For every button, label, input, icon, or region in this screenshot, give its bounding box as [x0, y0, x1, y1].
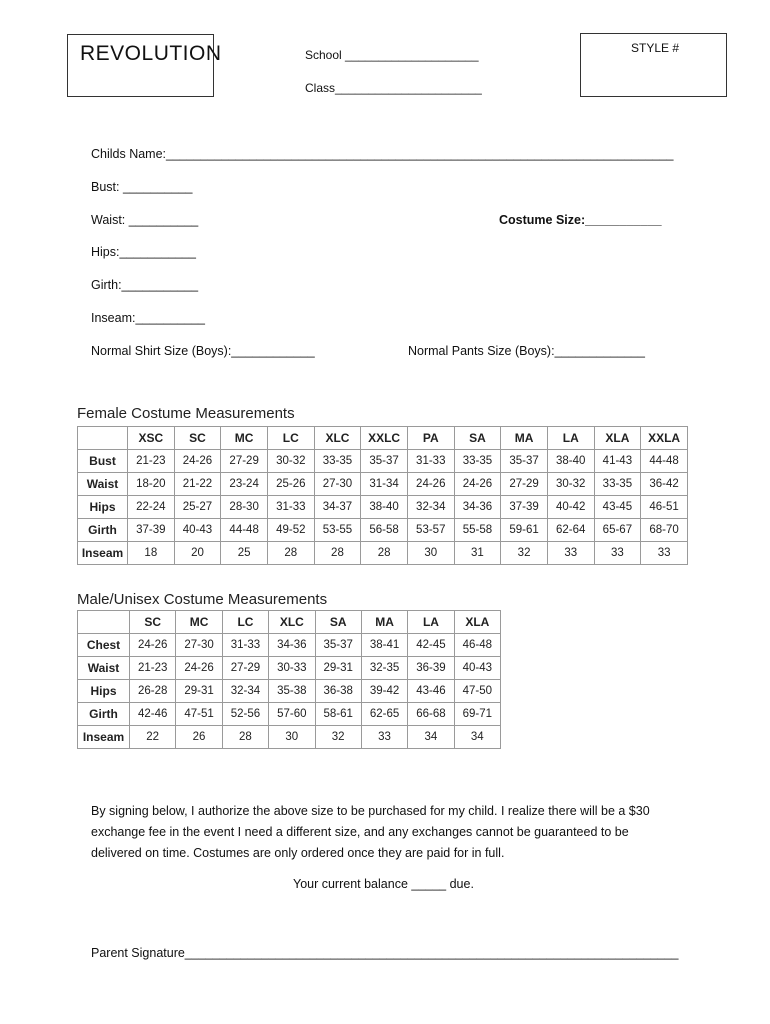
size-header-cell: SA: [315, 611, 361, 634]
size-header-cell: MA: [361, 611, 407, 634]
measurement-cell: 28: [314, 542, 361, 565]
measurement-cell: 30-32: [267, 450, 314, 473]
table-row: [78, 634, 501, 657]
girth-field[interactable]: Girth:___________: [91, 278, 199, 292]
measurement-cell: 33-35: [314, 450, 361, 473]
measurement-cell: 42-45: [408, 634, 454, 657]
measurement-cell: 56-58: [361, 519, 408, 542]
size-header-cell: XLC: [269, 611, 315, 634]
measurement-cell: 27-29: [221, 450, 268, 473]
measurement-cell: 53-57: [407, 519, 454, 542]
measurement-cell: 57-60: [269, 703, 315, 726]
measurement-cell: 34: [454, 726, 500, 749]
measurement-cell: 34: [408, 726, 454, 749]
brand-box: [67, 34, 222, 97]
measurement-cell: 68-70: [641, 519, 688, 542]
measurement-label-cell: Waist: [78, 657, 130, 680]
measurement-cell: 55-58: [454, 519, 501, 542]
measurement-cell: 29-31: [315, 657, 361, 680]
measurement-cell: 28-30: [221, 496, 268, 519]
measurement-cell: 21-23: [128, 450, 175, 473]
female-table-title: Female Costume Measurements: [77, 405, 295, 422]
measurement-cell: 35-37: [501, 450, 548, 473]
measurement-label-cell: Inseam: [78, 726, 130, 749]
measurement-label-cell: Hips: [78, 496, 128, 519]
measurement-cell: 33: [641, 542, 688, 565]
measurement-cell: 44-48: [221, 519, 268, 542]
agreement-line-2: exchange fee in the event I need a different size, and any exchanges cannot be guaranteed to be: [91, 825, 629, 839]
measurement-cell: 47-51: [176, 703, 222, 726]
hips-field[interactable]: Hips:___________: [91, 245, 196, 259]
size-header-cell: XLA: [454, 611, 500, 634]
measurement-cell: 22: [130, 726, 176, 749]
current-balance: Your current balance _____ due.: [293, 877, 474, 891]
measurement-cell: 37-39: [501, 496, 548, 519]
measurement-cell: 47-50: [454, 680, 500, 703]
measurement-cell: 18-20: [128, 473, 175, 496]
childs-name-field[interactable]: Childs Name:_________________________________________________________________________: [91, 147, 674, 161]
size-header-cell: LC: [267, 427, 314, 450]
measurement-cell: 40-43: [454, 657, 500, 680]
bust-field[interactable]: Bust: __________: [91, 180, 193, 194]
agreement-line-3: delivered on time. Costumes are only ordered once they are paid for in full.: [91, 846, 505, 860]
measurement-cell: 25-26: [267, 473, 314, 496]
measurement-cell: 21-23: [130, 657, 176, 680]
measurement-cell: 28: [361, 542, 408, 565]
style-number-label: STYLE #: [631, 41, 680, 55]
measurement-cell: 31: [454, 542, 501, 565]
table-corner-cell: [78, 611, 130, 634]
measurement-cell: 39-42: [361, 680, 407, 703]
agreement-text: [91, 801, 731, 864]
measurement-cell: 28: [222, 726, 268, 749]
measurement-cell: 40-43: [174, 519, 221, 542]
table-row: [78, 496, 688, 519]
measurement-cell: 52-56: [222, 703, 268, 726]
measurement-cell: 31-33: [267, 496, 314, 519]
measurement-cell: 36-39: [408, 657, 454, 680]
measurement-cell: 32: [315, 726, 361, 749]
measurement-cell: 21-22: [174, 473, 221, 496]
measurement-cell: 31-33: [407, 450, 454, 473]
measurement-cell: 69-71: [454, 703, 500, 726]
table-corner-cell: [78, 427, 128, 450]
measurement-cell: 27-30: [314, 473, 361, 496]
measurement-cell: 20: [174, 542, 221, 565]
size-header-cell: SC: [174, 427, 221, 450]
measurement-cell: 23-24: [221, 473, 268, 496]
measurement-cell: 32-34: [407, 496, 454, 519]
size-header-cell: XSC: [128, 427, 175, 450]
measurement-cell: 24-26: [407, 473, 454, 496]
measurement-cell: 27-29: [501, 473, 548, 496]
size-header-cell: LC: [222, 611, 268, 634]
measurement-cell: 38-40: [361, 496, 408, 519]
measurement-label-cell: Waist: [78, 473, 128, 496]
measurement-cell: 33: [361, 726, 407, 749]
measurement-cell: 38-41: [361, 634, 407, 657]
measurement-cell: 41-43: [594, 450, 641, 473]
measurement-cell: 25: [221, 542, 268, 565]
measurement-cell: 30-32: [547, 473, 594, 496]
measurement-cell: 42-46: [130, 703, 176, 726]
table-row: [78, 680, 501, 703]
table-row: [78, 703, 501, 726]
measurement-cell: 32-35: [361, 657, 407, 680]
size-header-cell: XXLC: [361, 427, 408, 450]
measurement-cell: 28: [267, 542, 314, 565]
measurement-cell: 35-37: [361, 450, 408, 473]
measurement-cell: 43-45: [594, 496, 641, 519]
measurement-cell: 66-68: [408, 703, 454, 726]
measurement-cell: 18: [128, 542, 175, 565]
inseam-field[interactable]: Inseam:__________: [91, 311, 205, 325]
measurement-cell: 30: [407, 542, 454, 565]
measurement-label-cell: Inseam: [78, 542, 128, 565]
measurement-label-cell: Chest: [78, 634, 130, 657]
measurement-cell: 36-38: [315, 680, 361, 703]
measurement-cell: 37-39: [128, 519, 175, 542]
size-header-cell: MC: [176, 611, 222, 634]
table-row: [78, 657, 501, 680]
measurement-cell: 33-35: [454, 450, 501, 473]
school-field[interactable]: School ____________________: [305, 48, 479, 62]
size-header-cell: XXLA: [641, 427, 688, 450]
table-row: [78, 519, 688, 542]
measurement-cell: 32-34: [222, 680, 268, 703]
measurement-cell: 46-48: [454, 634, 500, 657]
measurement-cell: 34-36: [269, 634, 315, 657]
measurement-cell: 30-33: [269, 657, 315, 680]
measurement-cell: 22-24: [128, 496, 175, 519]
table-row: [78, 450, 688, 473]
measurement-cell: 32: [501, 542, 548, 565]
measurement-cell: 25-27: [174, 496, 221, 519]
measurement-cell: 49-52: [267, 519, 314, 542]
pants-size-field[interactable]: Normal Pants Size (Boys):_____________: [408, 344, 645, 358]
male-measurements-table: [77, 610, 501, 749]
measurement-label-cell: Girth: [78, 703, 130, 726]
table-header-row: [78, 427, 688, 450]
measurement-cell: 62-64: [547, 519, 594, 542]
measurement-cell: 59-61: [501, 519, 548, 542]
brand-name: REVOLUTION: [80, 42, 222, 65]
male-table-title: Male/Unisex Costume Measurements: [77, 591, 328, 608]
measurement-cell: 34-37: [314, 496, 361, 519]
measurement-cell: 27-29: [222, 657, 268, 680]
measurement-cell: 26-28: [130, 680, 176, 703]
size-header-cell: PA: [407, 427, 454, 450]
measurement-cell: 40-42: [547, 496, 594, 519]
measurement-cell: 31-34: [361, 473, 408, 496]
measurement-cell: 33-35: [594, 473, 641, 496]
measurement-cell: 31-33: [222, 634, 268, 657]
measurement-cell: 29-31: [176, 680, 222, 703]
measurement-cell: 27-30: [176, 634, 222, 657]
shirt-size-field[interactable]: Normal Shirt Size (Boys):____________: [91, 344, 315, 358]
table-row: [78, 473, 688, 496]
measurement-cell: 36-42: [641, 473, 688, 496]
measurement-cell: 24-26: [176, 657, 222, 680]
measurement-label-cell: Girth: [78, 519, 128, 542]
parent-signature-field[interactable]: Parent Signature_______________________________________________________________________: [91, 946, 679, 960]
size-header-cell: XLA: [594, 427, 641, 450]
measurement-cell: 33: [594, 542, 641, 565]
measurement-cell: 24-26: [130, 634, 176, 657]
measurement-cell: 46-51: [641, 496, 688, 519]
measurement-cell: 35-37: [315, 634, 361, 657]
size-header-cell: SC: [130, 611, 176, 634]
measurement-cell: 34-36: [454, 496, 501, 519]
agreement-line-1: By signing below, I authorize the above size to be purchased for my child. I realize there will be a $30: [91, 804, 650, 818]
size-header-cell: LA: [408, 611, 454, 634]
size-header-cell: MA: [501, 427, 548, 450]
size-header-cell: LA: [547, 427, 594, 450]
measurement-cell: 38-40: [547, 450, 594, 473]
measurement-label-cell: Bust: [78, 450, 128, 473]
measurement-cell: 35-38: [269, 680, 315, 703]
measurement-cell: 33: [547, 542, 594, 565]
table-row: [78, 726, 501, 749]
table-row: [78, 542, 688, 565]
measurement-cell: 58-61: [315, 703, 361, 726]
female-measurements-table: [77, 426, 688, 565]
measurement-cell: 30: [269, 726, 315, 749]
waist-field[interactable]: Waist: __________: [91, 213, 199, 227]
measurement-cell: 44-48: [641, 450, 688, 473]
table-header-row: [78, 611, 501, 634]
measurement-cell: 24-26: [174, 450, 221, 473]
size-header-cell: XLC: [314, 427, 361, 450]
measurement-cell: 62-65: [361, 703, 407, 726]
class-field[interactable]: Class______________________: [305, 81, 482, 95]
measurement-cell: 43-46: [408, 680, 454, 703]
measurement-label-cell: Hips: [78, 680, 130, 703]
measurement-cell: 26: [176, 726, 222, 749]
size-header-cell: SA: [454, 427, 501, 450]
measurement-cell: 24-26: [454, 473, 501, 496]
size-header-cell: MC: [221, 427, 268, 450]
measurement-cell: 53-55: [314, 519, 361, 542]
costume-size-field[interactable]: Costume Size:___________: [499, 213, 662, 227]
measurement-cell: 65-67: [594, 519, 641, 542]
style-number-box[interactable]: [580, 33, 727, 97]
